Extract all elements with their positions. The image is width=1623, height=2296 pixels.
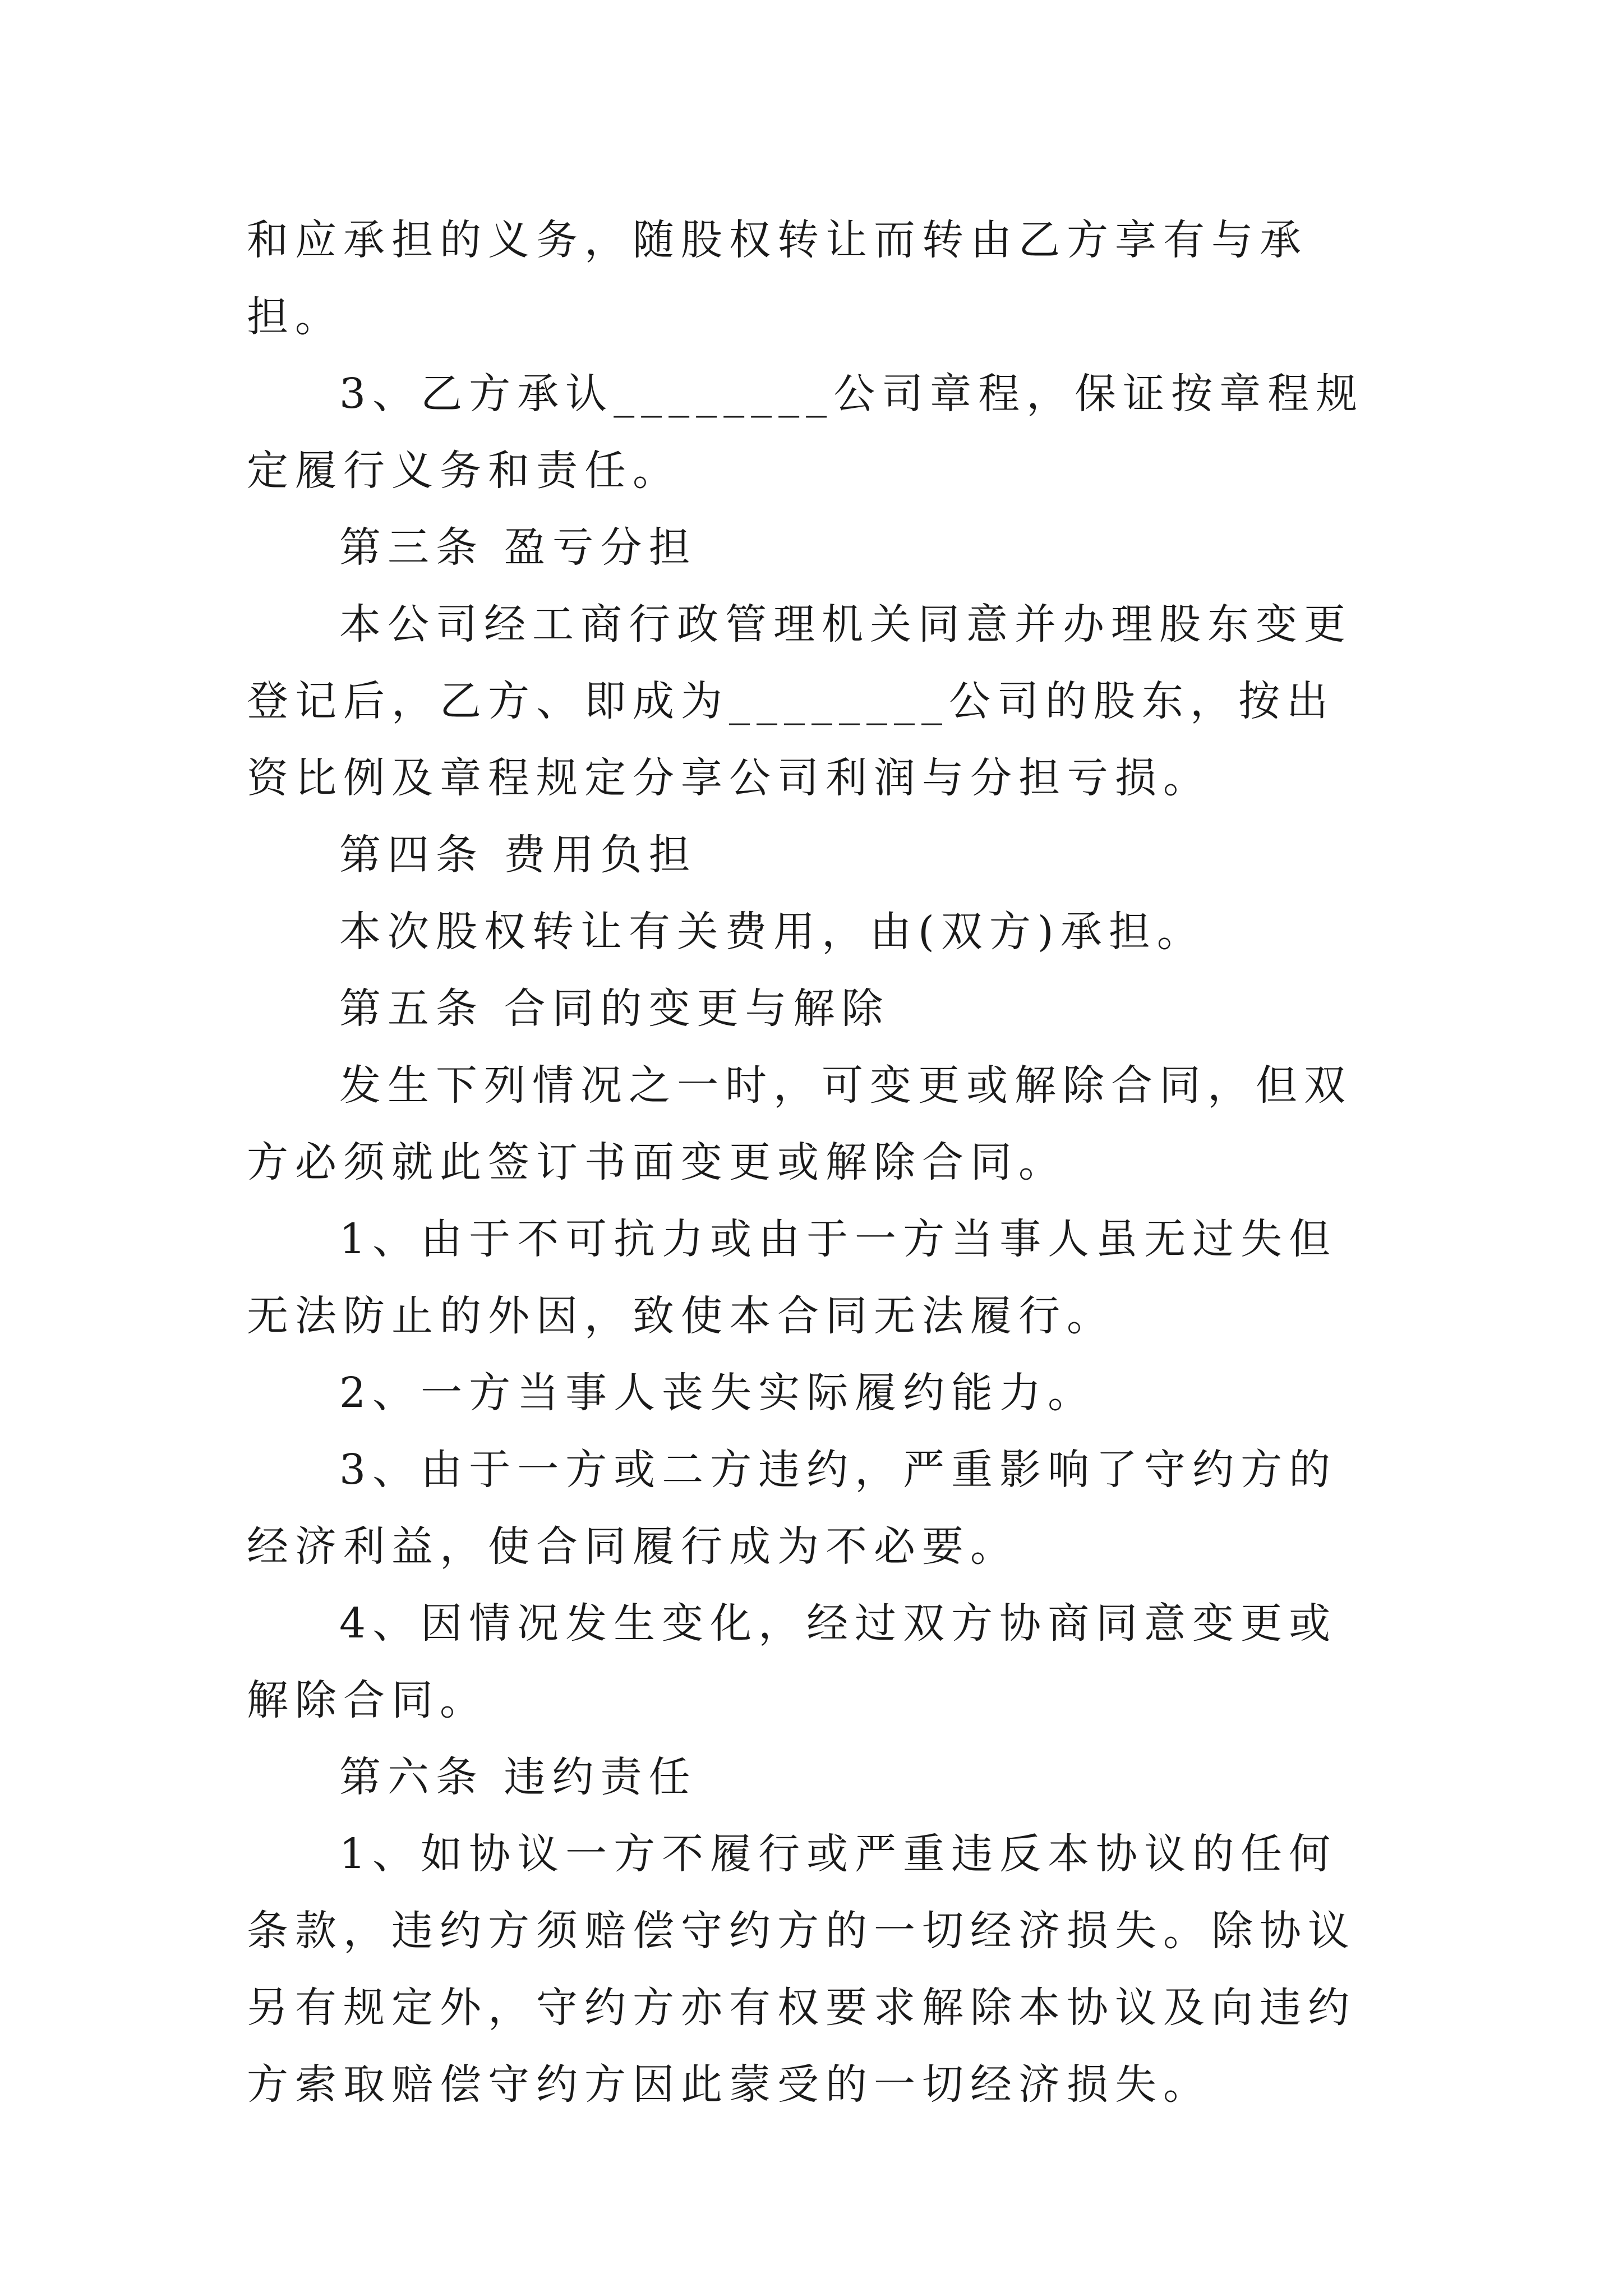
- paragraph-8: 发生下列情况之一时，可变更或解除合同，但双方必须就此签订书面变更或解除合同。: [247, 1061, 1352, 1186]
- section-heading-3: 第三条 盈亏分担: [339, 523, 697, 572]
- section-heading-4: 第四条 费用负担: [339, 831, 697, 879]
- paragraph-10: 2、一方当事人丧失实际履约能力。: [339, 1369, 1096, 1417]
- paragraph-2: 3、乙方承认________公司章程，保证按章程规定履行义务和责任。: [247, 370, 1364, 495]
- paragraph-11: 3、由于一方或二方违约，严重影响了守约方的经济利益，使合同履行成为不必要。: [247, 1446, 1338, 1571]
- paragraph-4: 本公司经工商行政管理机关同意并办理股东变更登记后，乙方、即成为________公司的股东，按出资比例及章程规定分享公司利润与分担亏损。: [247, 600, 1352, 802]
- paragraph-1: 和应承担的义务，随股权转让而转由乙方享有与承担。: [247, 216, 1308, 341]
- section-heading-5: 第五条 合同的变更与解除: [339, 984, 890, 1033]
- paragraph-14: 1、如协议一方不履行或严重违反本协议的任何条款，违约方须赔偿守约方的一切经济损失。除协议另有规定外，守约方亦有权要求解除本协议及向违约方索取赔偿守约方因此蒙受的一切经济损失。: [247, 1830, 1356, 2109]
- paragraph-9: 1、由于不可抗力或由于一方当事人虽无过失但无法防止的外因，致使本合同无法履行。: [247, 1215, 1338, 1340]
- document-body: [247, 202, 1380, 2123]
- section-heading-6: 第六条 违约责任: [339, 1753, 697, 1801]
- paragraph-6: 本次股权转让有关费用，由(双方)承担。: [339, 908, 1205, 956]
- paragraph-12: 4、因情况发生变化，经过双方协商同意变更或解除合同。: [247, 1599, 1338, 1724]
